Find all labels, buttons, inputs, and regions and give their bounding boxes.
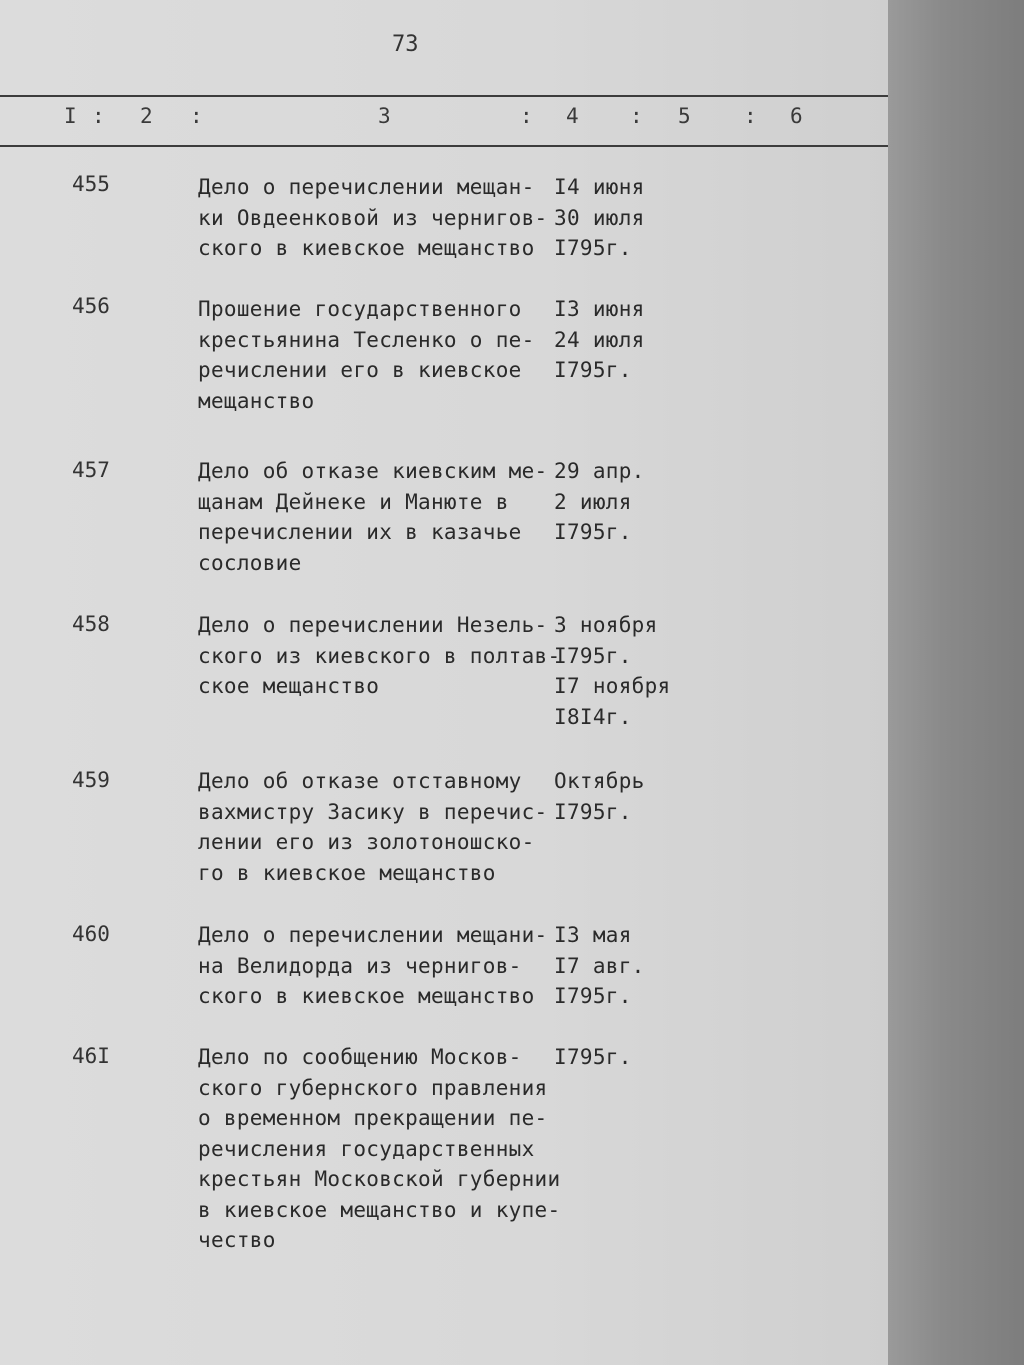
record-number: 46I: [72, 1044, 110, 1068]
column-header-2: 2: [140, 104, 153, 128]
record-date: 3 ноября I795г. I7 ноября I8I4г.: [554, 613, 671, 729]
column-separator: :: [630, 104, 643, 128]
record-description: Дело о перечислении мещани- на Велидорда из чернигов- ского в киевское мещанство: [198, 923, 548, 1008]
header-rule-top: [0, 95, 888, 97]
column-separator: :: [190, 104, 203, 128]
column-separator: :: [92, 104, 105, 128]
column-separator: :: [520, 104, 533, 128]
record-number: 456: [72, 294, 110, 318]
record-date: I3 мая I7 авг. I795г.: [554, 923, 645, 1008]
column-header-5: 5: [678, 104, 691, 128]
record-description: Дело по сообщению Москов- ского губернского правления о временном прекращении пе- речисления государственных крестьян Московской губернии в киевское мещанство и купе- чество: [198, 1045, 561, 1252]
record-number: 459: [72, 768, 110, 792]
header-rule-bottom: [0, 145, 888, 147]
record-date: 29 апр. 2 июля I795г.: [554, 459, 645, 544]
column-separator: :: [744, 104, 757, 128]
record-date: Октябрь I795г.: [554, 769, 645, 824]
record-description: Дело о перечислении мещан- ки Овдеенковой из чернигов- ского в киевское мещанство: [198, 175, 548, 260]
record-description: Дело об отказе отставному вахмистру Засику в перечис- лении его из золотоношско- го в киевское мещанство: [198, 769, 548, 885]
column-header-1: I: [64, 104, 77, 128]
record-date: I3 июня 24 июля I795г.: [554, 297, 645, 382]
record-date: I795г.: [554, 1045, 632, 1069]
column-header-4: 4: [566, 104, 579, 128]
record-number: 460: [72, 922, 110, 946]
record-number: 458: [72, 612, 110, 636]
record-description: Дело об отказе киевским ме- щанам Дейнеке и Манюте в перечислении их в казачье сословие: [198, 459, 548, 575]
record-description: Прошение государственного крестьянина Тесленко о пе- речислении его в киевское мещанство: [198, 297, 535, 413]
background-edge: [888, 0, 1024, 1365]
column-header-3: 3: [378, 104, 391, 128]
record-description: Дело о перечислении Незель- ского из киевского в полтав- ское мещанство: [198, 613, 561, 698]
column-header-6: 6: [790, 104, 803, 128]
page-number: 73: [392, 32, 419, 57]
record-number: 455: [72, 172, 110, 196]
record-number: 457: [72, 458, 110, 482]
record-date: I4 июня 30 июля I795г.: [554, 175, 645, 260]
